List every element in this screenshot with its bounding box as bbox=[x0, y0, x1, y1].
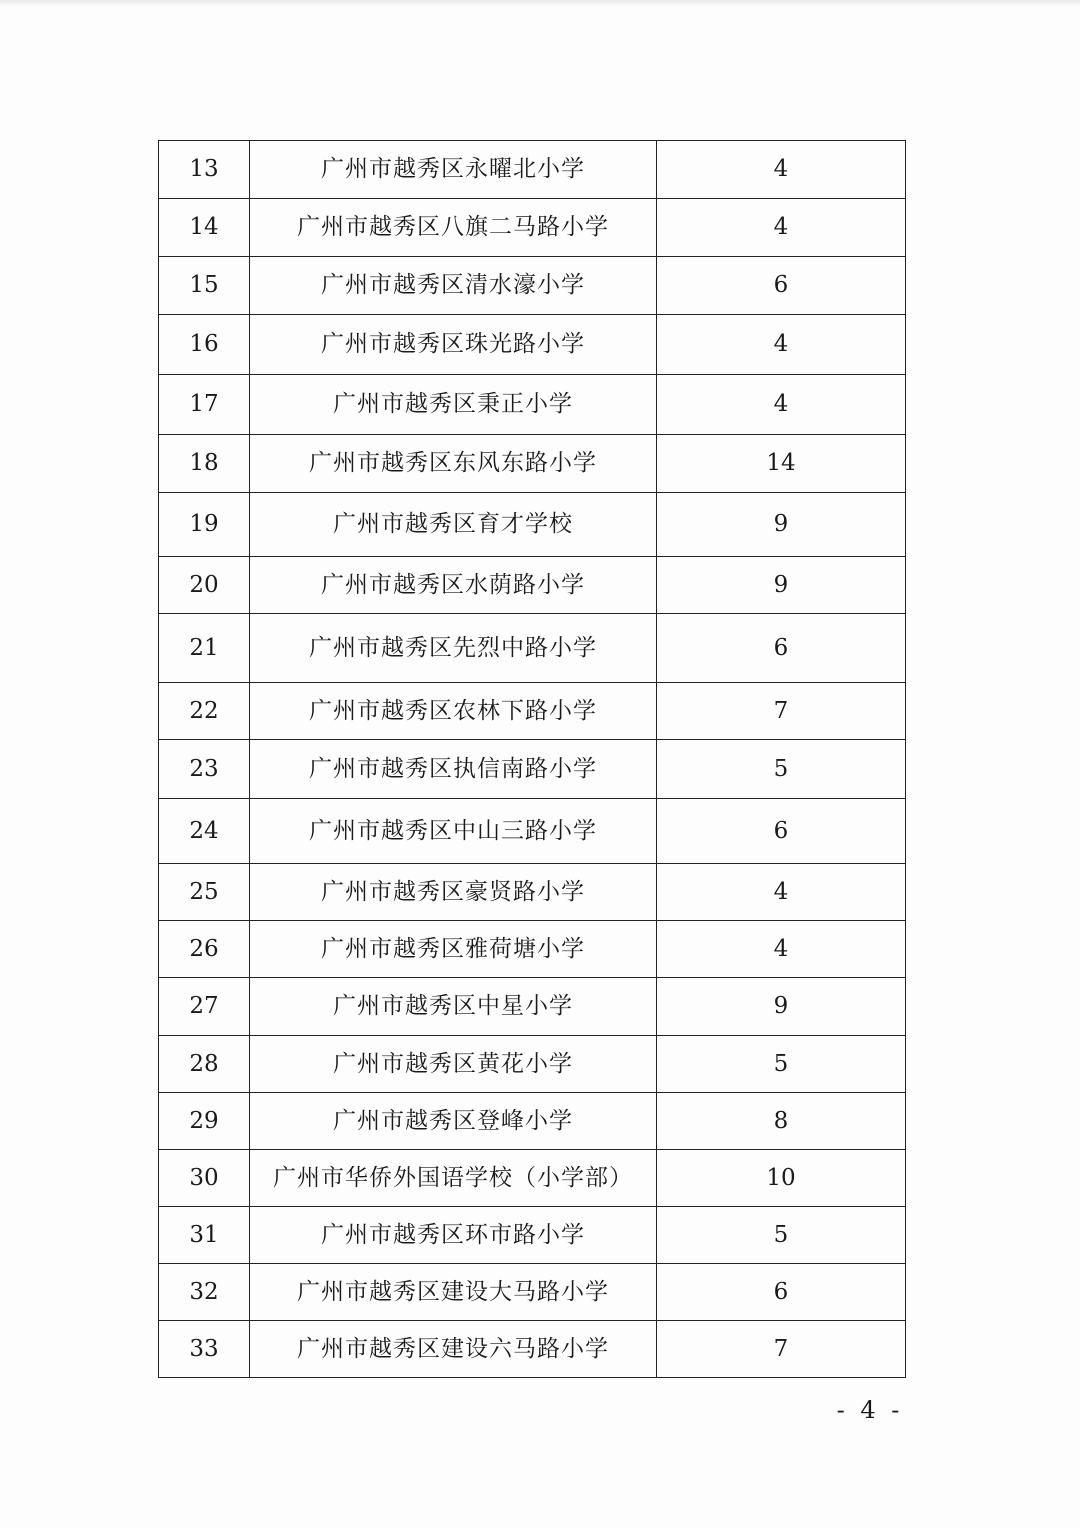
row-index: 14 bbox=[159, 199, 250, 257]
row-index: 16 bbox=[159, 315, 250, 375]
quota-count: 6 bbox=[657, 799, 906, 864]
table-row bbox=[159, 740, 906, 799]
school-name: 广州市越秀区育才学校 bbox=[250, 493, 657, 557]
school-allocation-table bbox=[158, 140, 906, 1378]
school-name: 广州市越秀区黄花小学 bbox=[250, 1036, 657, 1093]
table-row bbox=[159, 257, 906, 315]
quota-count: 4 bbox=[657, 375, 906, 435]
table-row bbox=[159, 493, 906, 557]
school-name: 广州市越秀区建设大马路小学 bbox=[250, 1264, 657, 1321]
table-row bbox=[159, 199, 906, 257]
school-name: 广州市越秀区中山三路小学 bbox=[250, 799, 657, 864]
school-name: 广州市越秀区中星小学 bbox=[250, 978, 657, 1036]
school-name: 广州市越秀区雅荷塘小学 bbox=[250, 921, 657, 978]
row-index: 28 bbox=[159, 1036, 250, 1093]
quota-count: 4 bbox=[657, 921, 906, 978]
table-row bbox=[159, 978, 906, 1036]
table-row bbox=[159, 921, 906, 978]
row-index: 29 bbox=[159, 1093, 250, 1150]
table-row bbox=[159, 1264, 906, 1321]
page-number: - 4 - bbox=[836, 1396, 904, 1424]
quota-count: 4 bbox=[657, 199, 906, 257]
table-row bbox=[159, 1093, 906, 1150]
school-name: 广州市越秀区农林下路小学 bbox=[250, 683, 657, 740]
quota-count: 14 bbox=[657, 435, 906, 493]
school-name: 广州市越秀区永曜北小学 bbox=[250, 141, 657, 199]
row-index: 21 bbox=[159, 614, 250, 683]
school-name: 广州市华侨外国语学校（小学部） bbox=[250, 1150, 657, 1207]
quota-count: 4 bbox=[657, 315, 906, 375]
table-row bbox=[159, 435, 906, 493]
table-row bbox=[159, 1321, 906, 1378]
row-index: 26 bbox=[159, 921, 250, 978]
table-row bbox=[159, 557, 906, 614]
table-row bbox=[159, 683, 906, 740]
quota-count: 4 bbox=[657, 864, 906, 921]
school-name: 广州市越秀区水荫路小学 bbox=[250, 557, 657, 614]
quota-count: 9 bbox=[657, 557, 906, 614]
quota-count: 8 bbox=[657, 1093, 906, 1150]
school-name: 广州市越秀区豪贤路小学 bbox=[250, 864, 657, 921]
quota-count: 6 bbox=[657, 257, 906, 315]
quota-count: 6 bbox=[657, 1264, 906, 1321]
row-index: 27 bbox=[159, 978, 250, 1036]
row-index: 19 bbox=[159, 493, 250, 557]
quota-count: 7 bbox=[657, 683, 906, 740]
school-name: 广州市越秀区清水濠小学 bbox=[250, 257, 657, 315]
school-name: 广州市越秀区秉正小学 bbox=[250, 375, 657, 435]
table-row bbox=[159, 315, 906, 375]
school-name: 广州市越秀区东风东路小学 bbox=[250, 435, 657, 493]
row-index: 24 bbox=[159, 799, 250, 864]
scan-edge bbox=[0, 0, 1080, 6]
quota-count: 5 bbox=[657, 1207, 906, 1264]
row-index: 20 bbox=[159, 557, 250, 614]
row-index: 18 bbox=[159, 435, 250, 493]
row-index: 30 bbox=[159, 1150, 250, 1207]
table-row bbox=[159, 1150, 906, 1207]
row-index: 25 bbox=[159, 864, 250, 921]
row-index: 23 bbox=[159, 740, 250, 799]
school-name: 广州市越秀区八旗二马路小学 bbox=[250, 199, 657, 257]
school-name: 广州市越秀区先烈中路小学 bbox=[250, 614, 657, 683]
row-index: 31 bbox=[159, 1207, 250, 1264]
table-row bbox=[159, 864, 906, 921]
row-index: 17 bbox=[159, 375, 250, 435]
table-row bbox=[159, 614, 906, 683]
table-row bbox=[159, 799, 906, 864]
quota-count: 4 bbox=[657, 141, 906, 199]
row-index: 33 bbox=[159, 1321, 250, 1378]
quota-count: 5 bbox=[657, 1036, 906, 1093]
school-name: 广州市越秀区登峰小学 bbox=[250, 1093, 657, 1150]
quota-count: 7 bbox=[657, 1321, 906, 1378]
school-name: 广州市越秀区执信南路小学 bbox=[250, 740, 657, 799]
row-index: 15 bbox=[159, 257, 250, 315]
table-body bbox=[159, 141, 906, 1378]
quota-count: 6 bbox=[657, 614, 906, 683]
table-row bbox=[159, 141, 906, 199]
school-name: 广州市越秀区建设六马路小学 bbox=[250, 1321, 657, 1378]
quota-count: 9 bbox=[657, 978, 906, 1036]
quota-count: 9 bbox=[657, 493, 906, 557]
quota-count: 10 bbox=[657, 1150, 906, 1207]
row-index: 32 bbox=[159, 1264, 250, 1321]
quota-count: 5 bbox=[657, 740, 906, 799]
table-row bbox=[159, 375, 906, 435]
school-name: 广州市越秀区环市路小学 bbox=[250, 1207, 657, 1264]
row-index: 22 bbox=[159, 683, 250, 740]
table-row bbox=[159, 1207, 906, 1264]
row-index: 13 bbox=[159, 141, 250, 199]
school-name: 广州市越秀区珠光路小学 bbox=[250, 315, 657, 375]
table-row bbox=[159, 1036, 906, 1093]
